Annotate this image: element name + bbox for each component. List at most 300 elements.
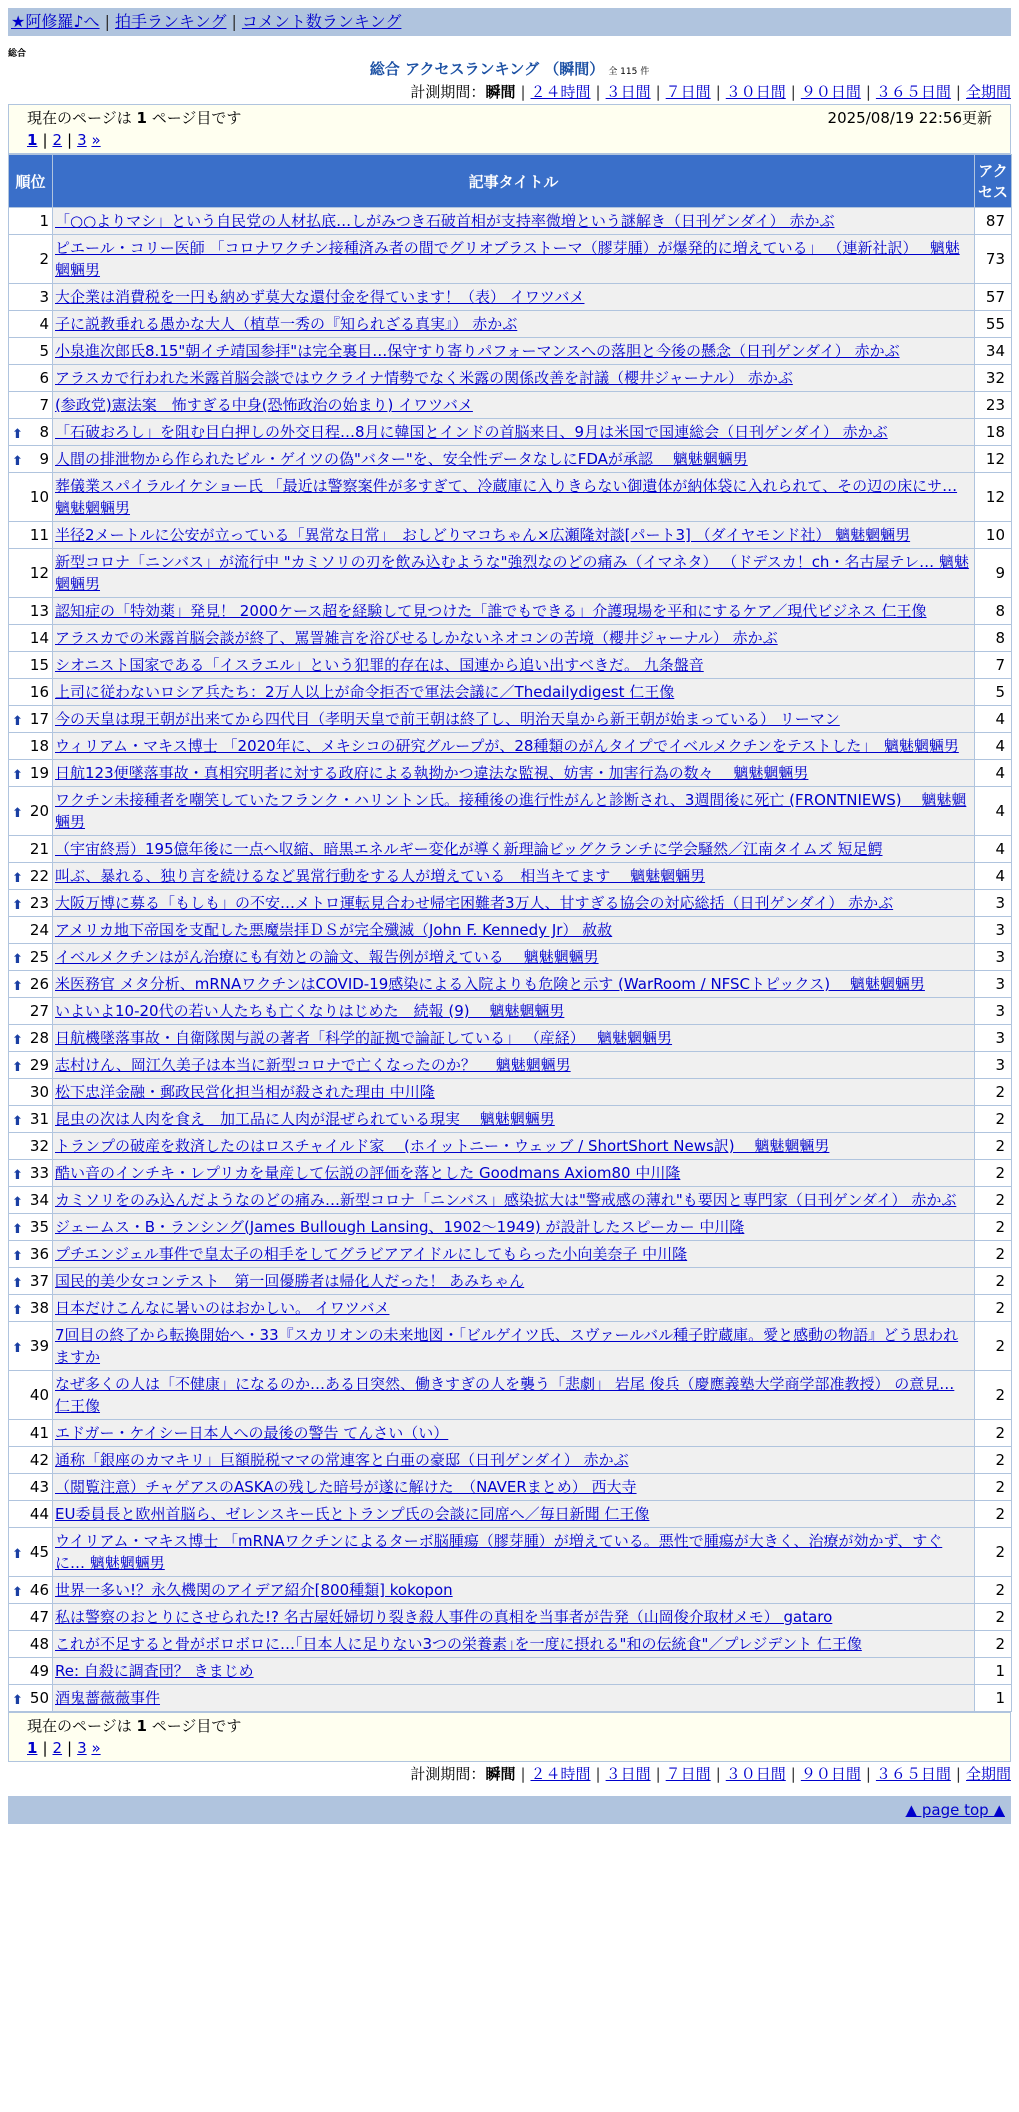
access-count: 3 (975, 944, 1012, 971)
period-option[interactable]: ７日間 (665, 83, 711, 101)
access-count: 2 (975, 1474, 1012, 1501)
title-cell (53, 760, 975, 787)
rank-number: 9 (39, 450, 49, 468)
article-link[interactable]: 半径2メートルに公安が立っている「異常な日常」 おしどりマコちゃん×広瀬隆対談[パート3] （ダイヤモンド社） 魑魅魍魎男 (55, 526, 911, 544)
page-separator: | (67, 1739, 73, 1757)
article-link[interactable]: 小泉進次郎氏8.15"朝イチ靖国参拝"は完全裏目…保守すり寄りパフォーマンスへの落胆と今後の懸念（日刊ゲンダイ） 赤かぶ (55, 342, 900, 360)
article-link[interactable]: アラスカで行われた米露首脳会談ではウクライナ情勢でなく米露の関係改善を討議（櫻井ジャーナル） 赤かぶ (55, 369, 793, 387)
article-link[interactable]: 昆虫の次は人肉を食え 加工品に人肉が混ぜられている現実 魑魅魍魎男 (55, 1110, 555, 1128)
table-row (9, 787, 1012, 836)
title-cell (53, 1133, 975, 1160)
access-count: 57 (975, 284, 1012, 311)
article-link[interactable]: 日本だけこんなに暑いのはおかしい。 イワツバメ (55, 1299, 390, 1317)
table-row (9, 706, 1012, 733)
article-link[interactable]: 松下忠洋金融・郵政民営化担当相が殺された理由 中川隆 (55, 1083, 435, 1101)
access-count: 9 (975, 549, 1012, 598)
period-option[interactable]: ７日間 (665, 1765, 711, 1783)
table-row (9, 1268, 1012, 1295)
rank-number: 1 (39, 212, 49, 230)
title-cell (53, 1528, 975, 1577)
article-link[interactable]: ピエール・コリー医師 「コロナワクチン接種済み者の間でグリオブラストーマ（膠芽腫）が爆発的に増えている」 （連新社訳） 魑魅魍魎男 (55, 239, 960, 279)
rank-number: 27 (29, 1002, 49, 1020)
clap-ranking-link[interactable]: 拍手ランキング (114, 12, 227, 31)
period-label: 計測期間： (410, 1765, 486, 1783)
rank-number: 40 (29, 1386, 49, 1404)
page-link[interactable]: 2 (52, 1739, 63, 1757)
access-count: 4 (975, 787, 1012, 836)
access-count: 2 (975, 1501, 1012, 1528)
rank-cell (9, 1447, 53, 1474)
table-row (9, 625, 1012, 652)
header-title: 記事タイトル (53, 155, 975, 208)
period-separator: | (790, 83, 796, 101)
rank-cell (9, 446, 53, 473)
rank-cell (9, 971, 53, 998)
rank-number: 3 (39, 288, 49, 306)
title-cell (53, 1295, 975, 1322)
page-title (8, 58, 1011, 80)
page-status: 現在のページは 1 ページ目です (27, 109, 242, 127)
article-link[interactable]: 子に説教垂れる愚かな大人（植草一秀の『知られざる真実』） 赤かぶ (55, 315, 518, 333)
article-link[interactable]: 日航機墜落事故・自衛隊関与説の著者「科学的証拠で論証している」 （産経） 魑魅魍魎男 (55, 1029, 673, 1047)
period-option[interactable]: 全期間 (965, 1765, 1011, 1783)
rank-cell (9, 1371, 53, 1420)
rank-cell (9, 917, 53, 944)
article-link[interactable]: 私は警察のおとりにさせられた!? 名古屋妊婦切り裂き殺人事件の真相を当事者が告発（山岡俊介取材メモ） gataro (55, 1608, 833, 1626)
article-link[interactable]: 「○○よりマシ」という自民党の人材払底…しがみつき石破首相が支持率微増という謎解き（日刊ゲンダイ） 赤かぶ (55, 212, 835, 230)
article-link[interactable]: EU委員長と欧州首脳ら、ゼレンスキー氏とトランプ氏の会談に同席へ／毎日新聞 仁王像 (55, 1505, 650, 1523)
page-status: 現在のページは 1 ページ目です (27, 1717, 242, 1735)
up-arrow-icon: ⬆ (12, 1341, 23, 1356)
title-cell (53, 1079, 975, 1106)
table-row (9, 1420, 1012, 1447)
header-rank: 順位 (9, 155, 53, 208)
rank-cell (9, 419, 53, 446)
title-cell (53, 208, 975, 235)
rank-number: 13 (29, 602, 49, 620)
table-row (9, 235, 1012, 284)
page-link[interactable]: 3 (77, 1739, 87, 1757)
title-cell (53, 1501, 975, 1528)
table-row (9, 338, 1012, 365)
article-link[interactable]: 日航123便墜落事故・真相究明者に対する政府による執拗かつ違法な監視、妨害・加害行為の数々 魑魅魍魎男 (55, 764, 809, 782)
article-link[interactable]: 7回目の終了から転換開始へ・33『スカリオンの未来地図・「ビルゲイツ氏、スヴァールバル種子貯蔵庫。愛と感動の物語』どう思われますか (55, 1326, 959, 1366)
header-access: アクセス (975, 155, 1012, 208)
access-count: 2 (975, 1371, 1012, 1420)
article-link[interactable]: 新型コロナ「ニンバス」が流行中 "カミソリの刃を飲み込むような"強烈なのどの痛み（イマネタ） （ドデスカ！ch・名古屋テレ… 魑魅魍魎男 (55, 553, 969, 593)
access-count: 87 (975, 208, 1012, 235)
table-row (9, 733, 1012, 760)
access-count: 18 (975, 419, 1012, 446)
access-count: 2 (975, 1160, 1012, 1187)
up-arrow-icon: ⬆ (12, 898, 23, 913)
table-row (9, 1631, 1012, 1658)
period-separator: | (715, 1765, 721, 1783)
access-count: 32 (975, 365, 1012, 392)
table-row (9, 473, 1012, 522)
article-link[interactable]: 認知症の「特効薬」発見！ 2000ケース超を経験して見つけた「誰でもできる」介護現場を平和にするケア／現代ビジネス 仁王像 (55, 602, 927, 620)
access-count: 4 (975, 836, 1012, 863)
title-cell (53, 473, 975, 522)
period-option[interactable]: ９０日間 (800, 83, 861, 101)
title-cell (53, 917, 975, 944)
access-count: 10 (975, 522, 1012, 549)
article-link[interactable]: シオニスト国家である「イスラエル」という犯罪的存在は、国連から追い出すべきだ。 九条盤音 (55, 656, 704, 674)
access-count: 2 (975, 1631, 1012, 1658)
title-cell (53, 419, 975, 446)
article-link[interactable]: カミソリをのみ込んだようなのどの痛み…新型コロナ「ニンバス」感染拡大は"警戒感の薄れ"も要因と専門家（日刊ゲンダイ） 赤かぶ (55, 1191, 957, 1209)
period-option[interactable]: ２４時間 (530, 1765, 591, 1783)
table-row (9, 679, 1012, 706)
table-row (9, 1079, 1012, 1106)
up-arrow-icon: ⬆ (12, 1276, 23, 1291)
rank-cell (9, 625, 53, 652)
table-row (9, 917, 1012, 944)
table-row (9, 284, 1012, 311)
period-option[interactable]: ３日間 (605, 83, 651, 101)
access-count: 2 (975, 1322, 1012, 1371)
bottom-bar (8, 1796, 1011, 1824)
rank-cell (9, 1214, 53, 1241)
table-row (9, 836, 1012, 863)
rank-cell (9, 863, 53, 890)
table-row (9, 598, 1012, 625)
up-arrow-icon: ⬆ (12, 714, 23, 729)
access-count: 2 (975, 1187, 1012, 1214)
access-count: 8 (975, 598, 1012, 625)
article-link[interactable]: 叫ぶ、暴れる、独り言を続けるなど異常行動をする人が増えている 相当キてます 魑魅魍魎男 (55, 867, 706, 885)
total-count: 全 115 件 (608, 67, 650, 77)
article-link[interactable]: ワクチン未接種者を嘲笑していたフランク・ハリントン氏。接種後の進行性がんと診断され、3週間後に死亡 (FRONTNIEWS) 魑魅魍魎男 (55, 791, 967, 831)
up-arrow-icon: ⬆ (12, 1195, 23, 1210)
rank-number: 17 (29, 710, 49, 728)
title-cell (53, 1025, 975, 1052)
rank-number: 28 (29, 1029, 49, 1047)
table-row (9, 1474, 1012, 1501)
article-link[interactable]: 酷い音のインチキ・レプリカを量産して伝説の評価を落とした Goodmans Axiom80 中川隆 (55, 1164, 681, 1182)
article-link[interactable]: 今の天皇は現王朝が出来てから四代目（孝明天皇で前王朝は終了し、明治天皇から新王朝が始まっている） リーマン (55, 710, 840, 728)
article-link[interactable]: いよいよ10-20代の若い人たちも亡くなりはじめた 続報 (9) 魑魅魍魎男 (55, 1002, 565, 1020)
title-cell (53, 944, 975, 971)
article-link[interactable]: ジェームス・B・ランシング(James Bullough Lansing、1902～1949) が設計したスピーカー 中川隆 (55, 1218, 745, 1236)
title-cell (53, 365, 975, 392)
article-link[interactable]: 上司に従わないロシア兵たち：2万人以上が命令拒否で軍法会議に／Thedailydigest 仁王像 (55, 683, 675, 701)
article-link[interactable]: アラスカでの米露首脳会談が終了、罵詈雑言を浴びせるしかないネオコンの苦境（櫻井ジャーナル） 赤かぶ (55, 629, 778, 647)
up-arrow-icon: ⬆ (12, 1693, 23, 1708)
article-link[interactable]: なぜ多くの人は「不健康」になるのか…ある日突然、働きすぎの人を襲う「悲劇」 岩尾 俊兵（慶應義塾大学商学部准教授） の意見… 仁王像 (55, 1375, 955, 1415)
rank-cell (9, 473, 53, 522)
rank-cell (9, 1528, 53, 1577)
rank-number: 31 (29, 1110, 49, 1128)
table-row (9, 1447, 1012, 1474)
rank-number: 4 (39, 315, 49, 333)
rank-cell (9, 1160, 53, 1187)
rank-number: 29 (29, 1056, 49, 1074)
article-link[interactable]: （閲覧注意）チャゲアスのASKAの残した暗号が遂に解けた （NAVERまとめ） 西大寺 (55, 1478, 637, 1496)
title-cell (53, 1577, 975, 1604)
rank-cell (9, 998, 53, 1025)
article-link[interactable]: 国民的美少女コンテスト 第一回優勝者は帰化人だった！ あみちゃん (55, 1272, 525, 1290)
table-row (9, 1528, 1012, 1577)
article-link[interactable]: 葬儀業スパイラルイケショー氏 「最近は警察案件が多すぎて、冷蔵庫に入りきらない御遺体が納体袋に入れられて、その辺の床にサ… 魑魅魍魎男 (55, 477, 958, 517)
page-links (27, 1737, 992, 1759)
rank-cell (9, 1474, 53, 1501)
access-count: 2 (975, 1241, 1012, 1268)
rank-number: 21 (29, 840, 49, 858)
article-link[interactable]: 酒鬼薔薇薇事件 (55, 1689, 161, 1707)
rank-cell (9, 760, 53, 787)
article-link[interactable]: これが不足すると骨がボロボロに…｢日本人に足りない3つの栄養素｣を一度に摂れる"和の伝統食"／プレジデント 仁王像 (55, 1635, 862, 1653)
title-cell (53, 863, 975, 890)
up-arrow-icon: ⬆ (12, 979, 23, 994)
rank-cell (9, 365, 53, 392)
article-link[interactable]: イベルメクチンはがん治療にも有効との論文、報告例が増えている 魑魅魍魎男 (55, 948, 599, 966)
access-count: 12 (975, 446, 1012, 473)
access-count: 2 (975, 1295, 1012, 1322)
rank-number: 16 (29, 683, 49, 701)
access-count: 3 (975, 917, 1012, 944)
table-row (9, 549, 1012, 598)
access-count: 3 (975, 998, 1012, 1025)
page-links (27, 129, 992, 151)
access-count: 3 (975, 1052, 1012, 1079)
rank-number: 24 (29, 921, 49, 939)
up-arrow-icon: ⬆ (12, 1222, 23, 1237)
period-option[interactable]: ３６５日間 (875, 83, 951, 101)
rank-cell (9, 598, 53, 625)
table-row (9, 1658, 1012, 1685)
title-cell (53, 1604, 975, 1631)
rank-cell (9, 1501, 53, 1528)
article-link[interactable]: 大企業は消費税を一円も納めず莫大な還付金を得ています！（表） イワツバメ (55, 288, 585, 306)
access-count: 4 (975, 760, 1012, 787)
title-cell (53, 1631, 975, 1658)
table-row (9, 392, 1012, 419)
title-cell (53, 890, 975, 917)
page-link[interactable]: 1 (27, 131, 38, 149)
article-link[interactable]: 米医務官 メタ分析、mRNAワクチンはCOVID-19感染による入院よりも危険と示す (WarRoom / NFSCトピックス) 魑魅魍魎男 (55, 975, 925, 993)
title-cell (53, 549, 975, 598)
rank-cell (9, 1420, 53, 1447)
article-link[interactable]: Re: 自殺に調査団？ きまじめ (55, 1662, 254, 1680)
table-row (9, 1025, 1012, 1052)
rank-number: 46 (29, 1581, 49, 1599)
up-arrow-icon: ⬆ (12, 871, 23, 886)
rank-cell (9, 311, 53, 338)
article-link[interactable]: ウイリアム・マキス博士 「mRNAワクチンによるターボ脳腫瘍（膠芽腫）が増えている。悪性で腫瘍が大きく、治療が効かず、すぐに… 魑魅魍魎男 (55, 1532, 943, 1572)
title-cell (53, 1268, 975, 1295)
period-separator: | (655, 1765, 661, 1783)
table-row (9, 365, 1012, 392)
rank-number: 23 (29, 894, 49, 912)
title-cell (53, 1447, 975, 1474)
title-cell (53, 787, 975, 836)
page-link[interactable]: 3 (77, 131, 87, 149)
article-link[interactable]: ウィリアム・マキス博士 「2020年に、メキシコの研究グループが、28種類のがんタイプでイベルメクチンをテストした」 魑魅魍魎男 (55, 737, 959, 755)
title-cell (53, 706, 975, 733)
table-row (9, 1052, 1012, 1079)
rank-number: 25 (29, 948, 49, 966)
article-link[interactable]: (参政党)憲法案 怖すぎる中身(恐怖政治の始まり) イワツバメ (55, 396, 473, 414)
rank-cell (9, 284, 53, 311)
rank-number: 43 (29, 1478, 49, 1496)
rank-cell (9, 679, 53, 706)
breadcrumb: 総合 (8, 49, 27, 59)
up-arrow-icon: ⬆ (12, 1249, 23, 1264)
rank-number: 34 (29, 1191, 49, 1209)
up-arrow-icon: ⬆ (12, 1303, 23, 1318)
updated-time: 2025/08/19 22:56更新 (827, 109, 992, 127)
rank-cell (9, 787, 53, 836)
period-options (515, 1765, 1011, 1783)
access-count: 2 (975, 1528, 1012, 1577)
article-link[interactable]: プチエンジェル事件で皇太子の相手をしてグラビアアイドルにしてもらった小向美奈子 中川隆 (55, 1245, 688, 1263)
period-option[interactable]: ３０日間 (725, 83, 786, 101)
period-option[interactable]: ３６５日間 (875, 1765, 951, 1783)
table-row (9, 1133, 1012, 1160)
title-cell (53, 1187, 975, 1214)
rank-number: 20 (29, 802, 49, 820)
period-option[interactable]: 全期間 (965, 83, 1011, 101)
rank-number: 22 (29, 867, 49, 885)
rank-number: 39 (29, 1337, 49, 1355)
article-link[interactable]: 人間の排泄物から作られたビル・ゲイツの偽"バター"を、安全性データなしにFDAが承認 魑魅魍魎男 (55, 450, 748, 468)
table-row (9, 652, 1012, 679)
rank-cell (9, 1604, 53, 1631)
period-option[interactable]: ２４時間 (530, 83, 591, 101)
page-link[interactable]: 1 (27, 1739, 38, 1757)
rank-number: 30 (29, 1083, 49, 1101)
period-option[interactable]: ３日間 (605, 1765, 651, 1783)
title-cell (53, 679, 975, 706)
rank-number: 19 (29, 764, 49, 782)
rank-number: 2 (39, 250, 49, 268)
access-count: 2 (975, 1447, 1012, 1474)
rank-number: 36 (29, 1245, 49, 1263)
rank-cell (9, 1052, 53, 1079)
rank-cell (9, 522, 53, 549)
table-row (9, 1160, 1012, 1187)
article-link[interactable]: アメリカ地下帝国を支配した悪魔崇拝ＤＳが完全殲滅（John F. Kennedy Jr） 赦赦 (55, 921, 613, 939)
article-link[interactable]: トランプの破産を救済したのはロスチャイルド家 (ホイットニー・ウェッブ / ShortShort News訳) 魑魅魍魎男 (55, 1137, 830, 1155)
access-count: 2 (975, 1079, 1012, 1106)
access-count: 8 (975, 625, 1012, 652)
rank-number: 38 (29, 1299, 49, 1317)
title-cell (53, 971, 975, 998)
next-page-link[interactable]: » (91, 131, 101, 149)
rank-cell (9, 1025, 53, 1052)
period-option[interactable]: ３０日間 (725, 1765, 786, 1783)
period-separator: | (865, 1765, 871, 1783)
rank-number: 33 (29, 1164, 49, 1182)
table-row (9, 1501, 1012, 1528)
comment-ranking-link[interactable]: コメント数ランキング (241, 12, 402, 31)
rank-cell (9, 1685, 53, 1712)
nav-separator: | (231, 12, 237, 31)
title-cell (53, 652, 975, 679)
table-row (9, 1295, 1012, 1322)
up-arrow-icon: ⬆ (12, 1585, 23, 1600)
article-link[interactable]: 世界一多い!？永久機関のアイデア紹介[800種類] kokopon (55, 1581, 453, 1599)
period-separator: | (655, 83, 661, 101)
up-arrow-icon: ⬆ (12, 454, 23, 469)
rank-number: 6 (39, 369, 49, 387)
title-cell (53, 1106, 975, 1133)
rank-cell (9, 652, 53, 679)
table-row (9, 760, 1012, 787)
table-row (9, 998, 1012, 1025)
article-link[interactable]: （宇宙終焉）195億年後に一点へ収縮、暗黒エネルギー変化が導く新理論ビッグクランチに学会騒然／江南タイムズ 短足鰐 (55, 840, 883, 858)
rank-number: 11 (29, 526, 49, 544)
access-count: 1 (975, 1685, 1012, 1712)
article-link[interactable]: 志村けん、岡江久美子は本当に新型コロナで亡くなったのか？ 魑魅魍魎男 (55, 1056, 571, 1074)
title-cell (53, 1474, 975, 1501)
up-arrow-icon: ⬆ (12, 1033, 23, 1048)
table-row (9, 311, 1012, 338)
rank-number: 5 (39, 342, 49, 360)
rank-number: 18 (29, 737, 49, 755)
home-link[interactable]: ★阿修羅♪へ (11, 12, 100, 31)
access-count: 3 (975, 890, 1012, 917)
article-link[interactable]: 通称「銀座のカマキリ」巨額脱税ママの常連客と白亜の豪邸（日刊ゲンダイ） 赤かぶ (55, 1451, 629, 1469)
rank-number: 45 (29, 1543, 49, 1561)
title-cell (53, 836, 975, 863)
title-cell (53, 998, 975, 1025)
rank-cell (9, 549, 53, 598)
title-cell (53, 1685, 975, 1712)
access-count: 3 (975, 971, 1012, 998)
table-row (9, 944, 1012, 971)
period-option[interactable]: ９０日間 (800, 1765, 861, 1783)
rank-number: 7 (39, 396, 49, 414)
table-row (9, 208, 1012, 235)
article-link[interactable]: 大阪万博に募る「もしも」の不安…メトロ運転見合わせ帰宅困難者3万人、甘すぎる協会の対応総括（日刊ゲンダイ） 赤かぶ (55, 894, 894, 912)
period-separator: | (955, 83, 961, 101)
article-link[interactable]: 「石破おろし」を阻む目白押しの外交日程…8月に韓国とインドの首脳来日、9月は米国で国連総会（日刊ゲンダイ） 赤かぶ (55, 423, 888, 441)
rank-cell (9, 392, 53, 419)
access-count: 2 (975, 1577, 1012, 1604)
up-arrow-icon: ⬆ (12, 1060, 23, 1075)
period-separator: | (955, 1765, 961, 1783)
table-row (9, 971, 1012, 998)
page-title-text: 総合 アクセスランキング （瞬間） (369, 60, 605, 78)
period-separator: | (790, 1765, 796, 1783)
next-page-link[interactable]: » (91, 1739, 101, 1757)
table-row (9, 522, 1012, 549)
rank-number: 48 (29, 1635, 49, 1653)
title-cell (53, 1322, 975, 1371)
title-cell (53, 446, 975, 473)
page-top-link[interactable]: ▲ page top ▲ (905, 1801, 1005, 1819)
table-row (9, 1106, 1012, 1133)
rank-number: 15 (29, 656, 49, 674)
article-link[interactable]: エドガー・ケイシー日本人への最後の警告 てんさい（い） (55, 1424, 449, 1442)
ranking-table (8, 154, 1012, 1712)
period-current: 瞬間 (485, 83, 516, 101)
rank-cell (9, 733, 53, 760)
period-separator: | (865, 83, 871, 101)
access-count: 2 (975, 1268, 1012, 1295)
rank-cell (9, 338, 53, 365)
access-count: 55 (975, 311, 1012, 338)
table-row (9, 1187, 1012, 1214)
access-count: 2 (975, 1133, 1012, 1160)
period-selector-bottom (8, 1762, 1011, 1786)
access-count: 12 (975, 473, 1012, 522)
period-separator: | (595, 83, 601, 101)
page-link[interactable]: 2 (52, 131, 63, 149)
title-cell (53, 1052, 975, 1079)
